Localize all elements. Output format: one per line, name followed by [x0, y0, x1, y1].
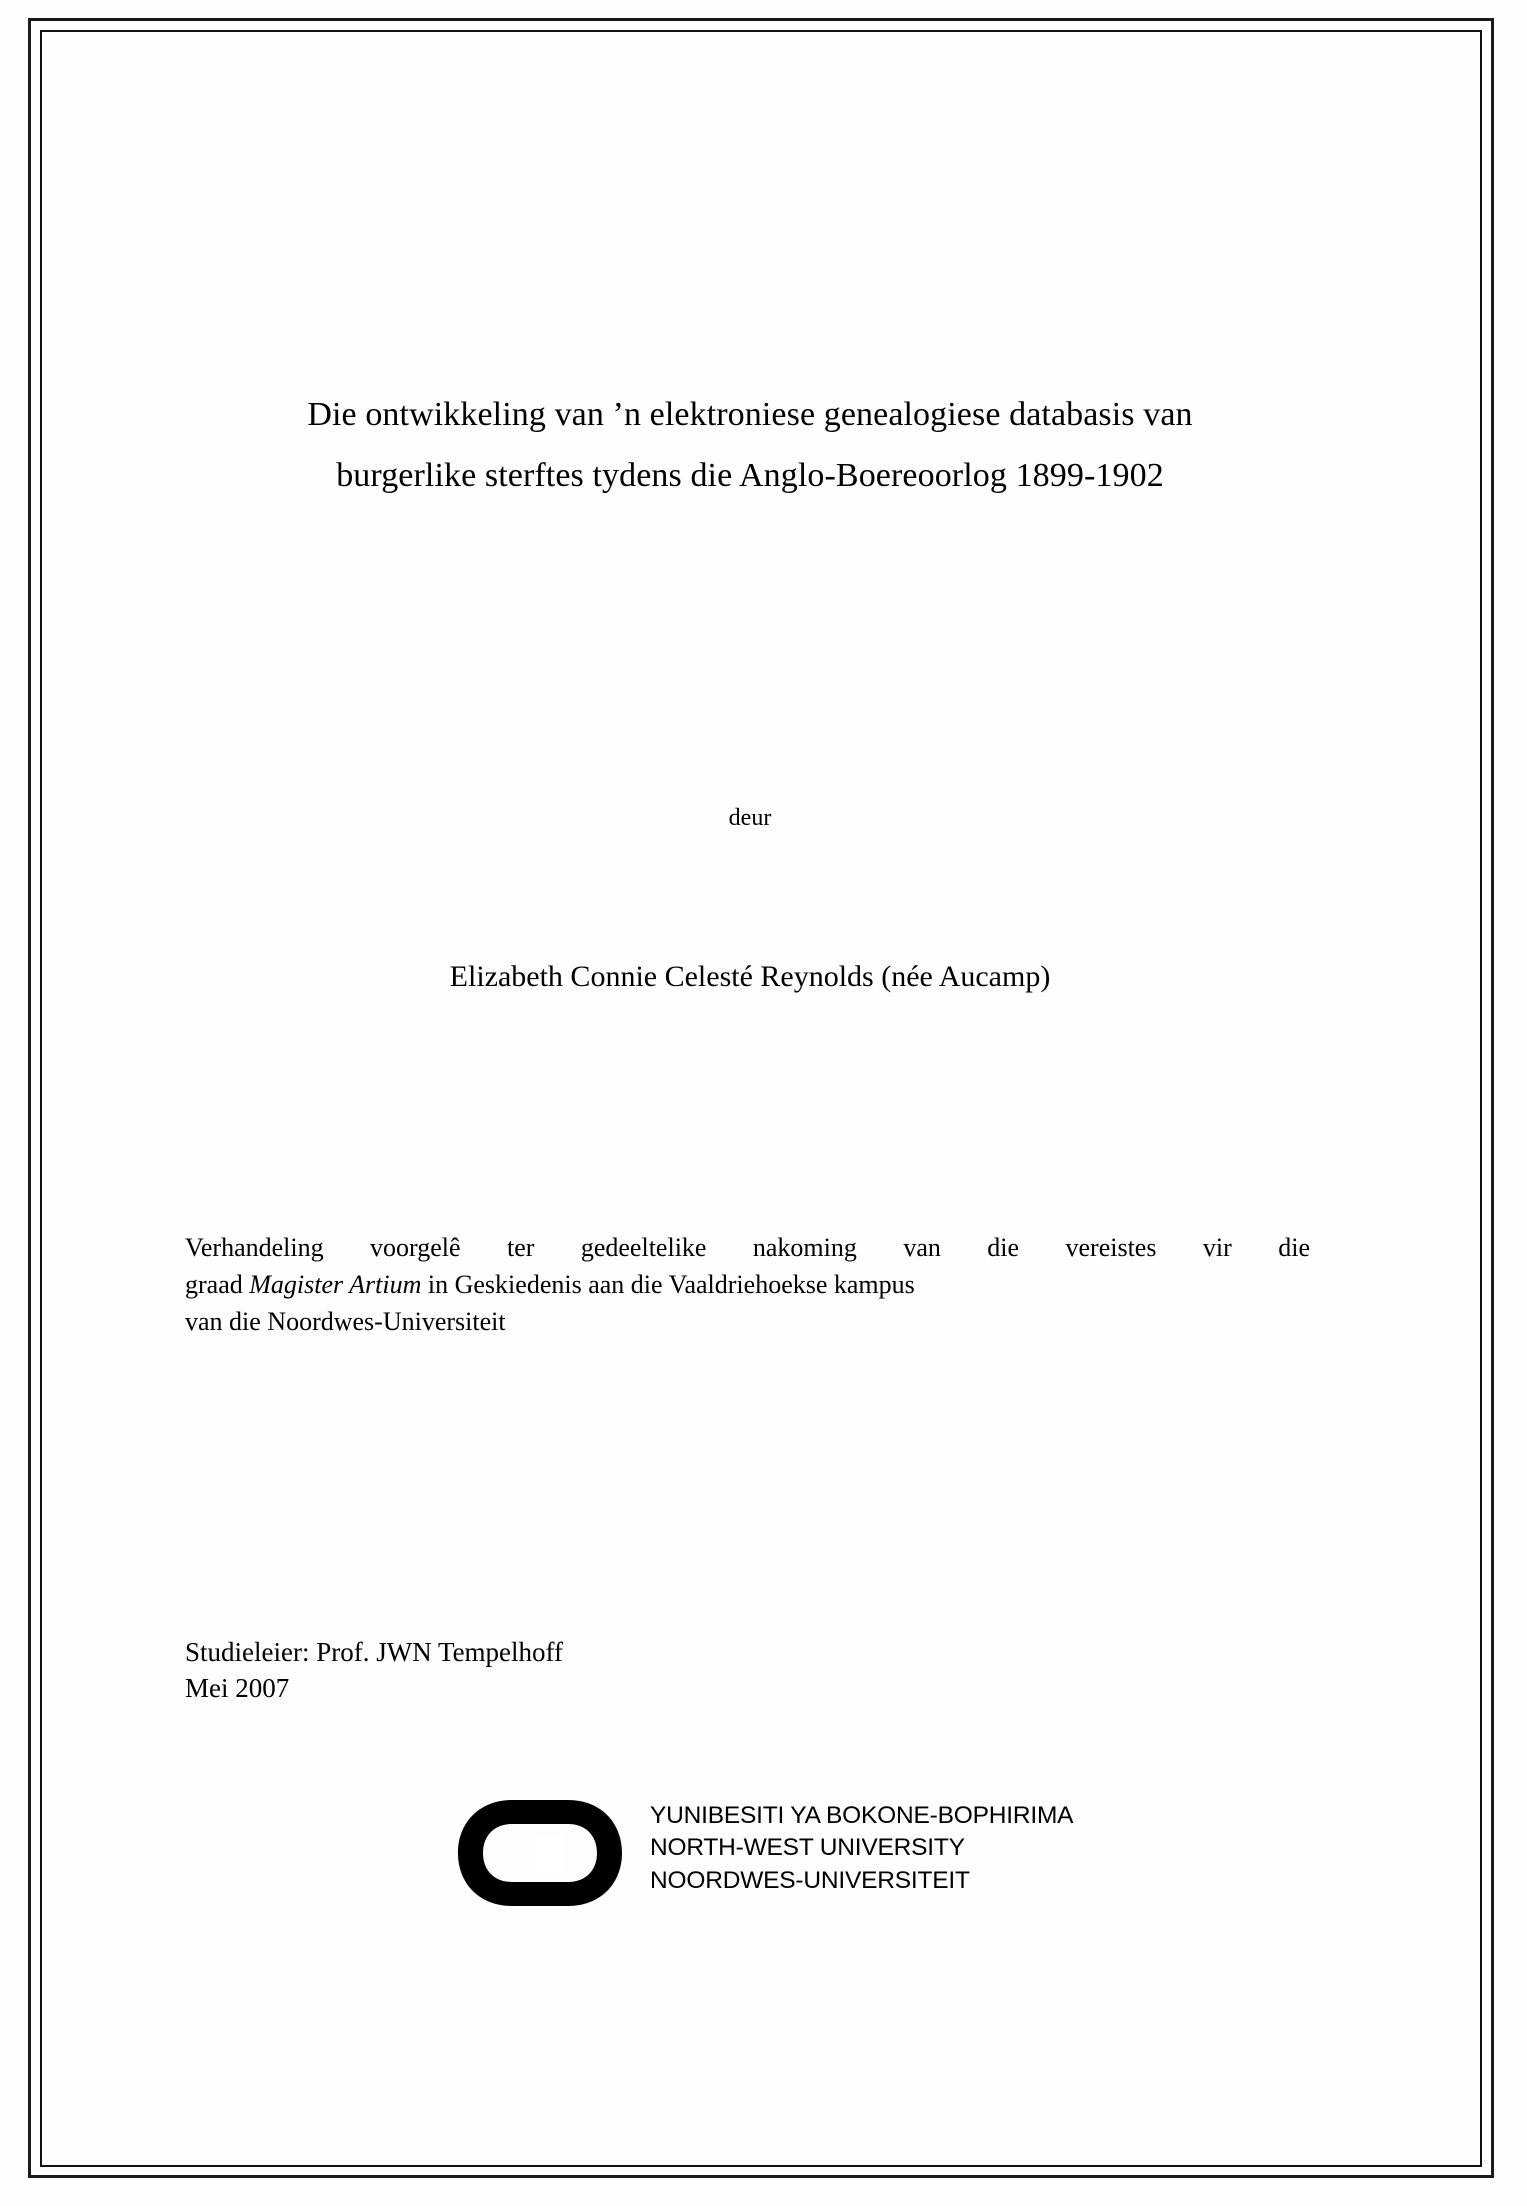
- university-logo: [450, 1790, 1250, 1920]
- supervisor-block: [185, 1635, 1085, 1707]
- title-line-2: burgerlike sterftes tydens die Anglo-Boereoorlog 1899-1902: [336, 456, 1164, 494]
- logo-line-3: NOORDWES-UNIVERSITEIT: [650, 1866, 970, 1894]
- by-label: deur: [728, 805, 772, 831]
- author-name: Elizabeth Connie Celesté Reynolds (née Aucamp): [449, 960, 1051, 993]
- statement-line-2-suffix: in Geskiedenis aan die Vaaldriehoekse kampus: [421, 1269, 915, 1299]
- statement-line-1: Verhandeling voorgelê ter gedeeltelike nakoming van die vereistes vir die: [185, 1233, 1310, 1262]
- degree-statement: [185, 1230, 1310, 1341]
- statement-line-3: van die Noordwes-Universiteit: [185, 1306, 506, 1336]
- statement-degree-italic: Magister Artium: [249, 1269, 422, 1299]
- title-line-1: Die ontwikkeling van ’n elektroniese genealogiese databasis van: [307, 396, 1193, 433]
- supervisor-line: Studieleier: Prof. JWN Tempelhoff: [185, 1637, 564, 1667]
- university-logo-text: [650, 1800, 1073, 1897]
- page-title: [185, 385, 1315, 506]
- logo-line-1: YUNIBESITI YA BOKONE-BOPHIRIMA: [650, 1802, 1074, 1829]
- north-west-university-logo-mark: [450, 1794, 645, 1912]
- statement-line-2-prefix: graad: [185, 1269, 250, 1299]
- statement-line-2: [185, 1267, 1310, 1304]
- logo-line-2: NORTH-WEST UNIVERSITY: [650, 1834, 965, 1862]
- page-content: [150, 30, 1350, 2130]
- date-line: Mei 2007: [185, 1672, 290, 1703]
